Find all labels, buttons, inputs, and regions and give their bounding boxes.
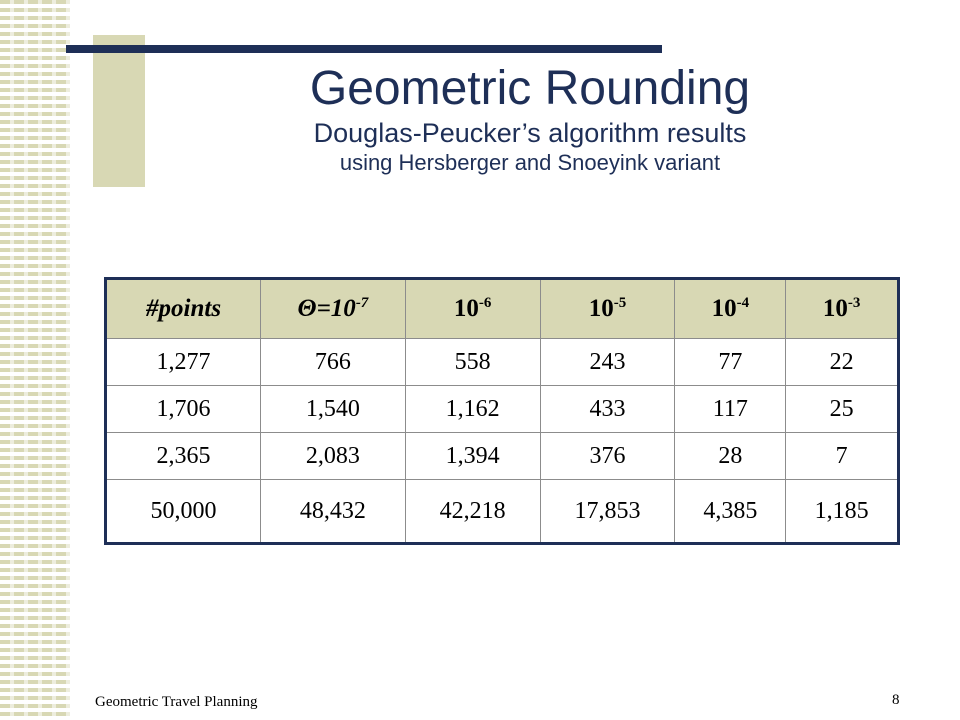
table-cell: 1,185	[786, 480, 899, 544]
table-cell: 1,277	[106, 339, 261, 386]
table-cell: 77	[675, 339, 786, 386]
header-1e-4: $10^{-4}$	[675, 279, 786, 339]
table-cell: 433	[540, 386, 675, 433]
header-points: #points	[106, 279, 261, 339]
slide-title: Geometric Rounding	[309, 62, 751, 115]
table-cell: 50,000	[106, 480, 261, 544]
footer-page-number: 8	[892, 692, 900, 708]
footer-presentation-title: Geometric Travel Planning	[95, 694, 258, 710]
header-1e-6: $10^{-6}$	[405, 279, 540, 339]
table-row	[106, 339, 899, 386]
table-row	[106, 386, 899, 433]
header-1e-5: $10^{-5}$	[540, 279, 675, 339]
decorative-stripe-band	[0, 0, 70, 720]
table-cell: 25	[786, 386, 899, 433]
slide-title-area	[150, 62, 910, 176]
table-cell: 48,432	[261, 480, 406, 544]
table-header-row	[106, 279, 899, 339]
decorative-accent-block	[93, 35, 145, 187]
table-cell: 1,162	[405, 386, 540, 433]
header-1e-3: $10^{-3}$	[786, 279, 899, 339]
table-row	[106, 433, 899, 480]
table-cell: 2,365	[106, 433, 261, 480]
table-cell: 4,385	[675, 480, 786, 544]
table-cell: 376	[540, 433, 675, 480]
table-cell: 1,540	[261, 386, 406, 433]
table-cell: 243	[540, 339, 675, 386]
table-row	[106, 480, 899, 544]
slide-subtitle-secondary: using Hersberger and Snoeyink variant	[339, 150, 721, 175]
table-cell: 28	[675, 433, 786, 480]
table-cell: 17,853	[540, 480, 675, 544]
table-cell: 1,706	[106, 386, 261, 433]
table-cell: 42,218	[405, 480, 540, 544]
table-cell: 558	[405, 339, 540, 386]
results-table	[104, 277, 900, 545]
table-cell: 22	[786, 339, 899, 386]
table-cell: 117	[675, 386, 786, 433]
table-cell: 2,083	[261, 433, 406, 480]
title-accent-bar	[66, 45, 662, 53]
header-theta-1e-7: $\Theta=10^{-7}$	[261, 279, 406, 339]
table-cell: 7	[786, 433, 899, 480]
slide-subtitle: Douglas-Peucker’s algorithm results	[313, 118, 747, 148]
table-cell: 1,394	[405, 433, 540, 480]
table-cell: 766	[261, 339, 406, 386]
